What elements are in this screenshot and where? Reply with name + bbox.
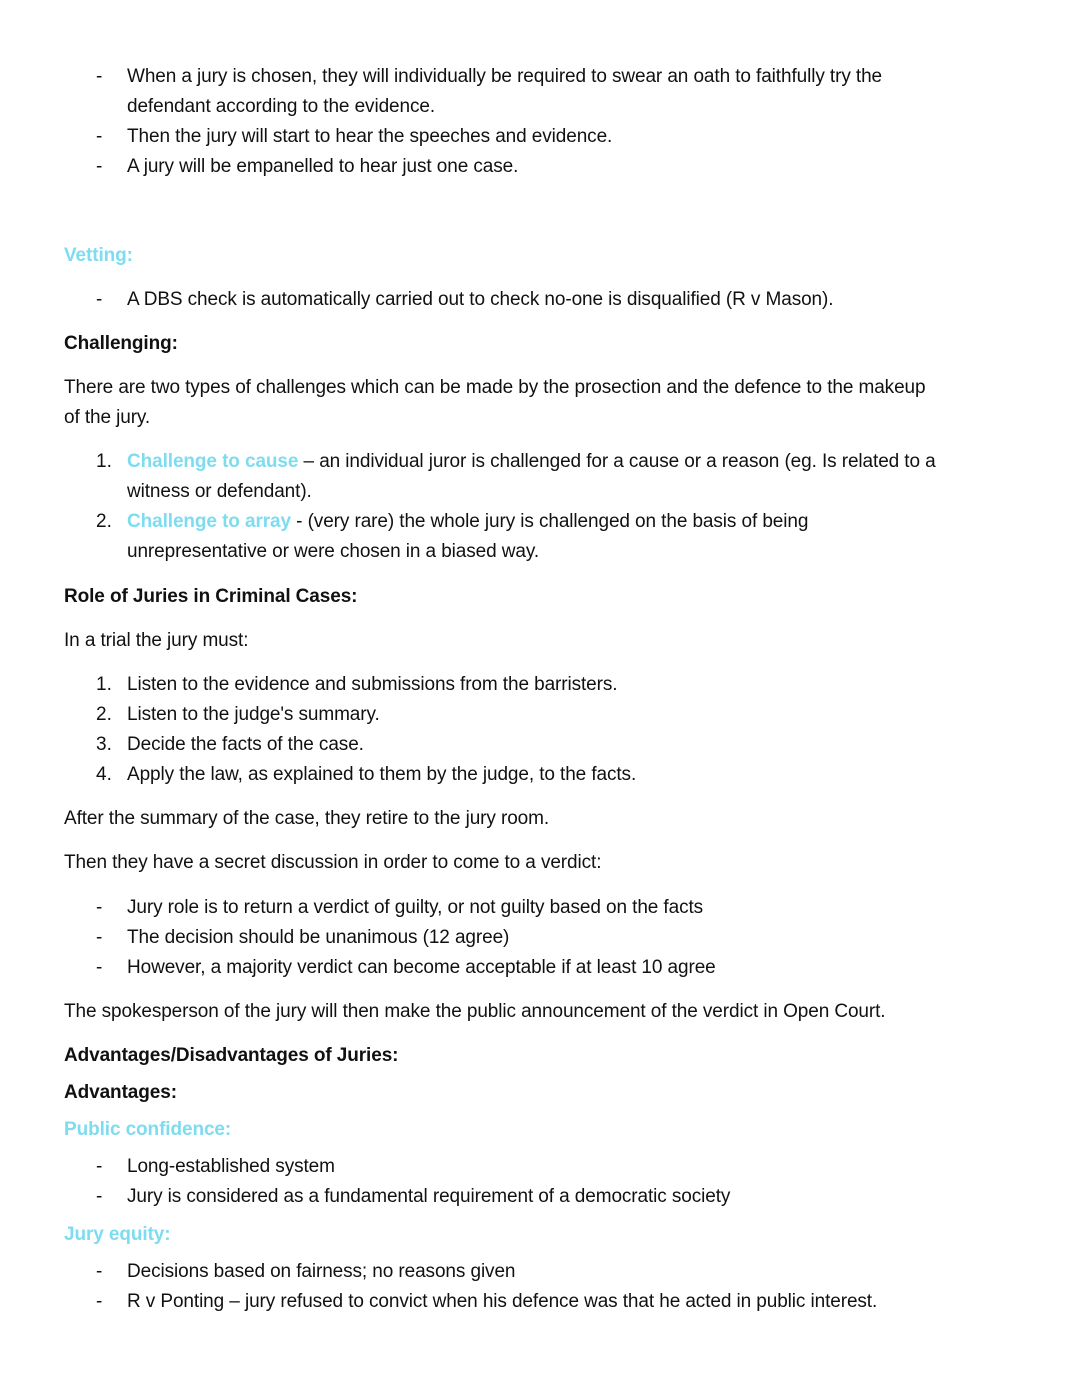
list-item <box>127 510 808 534</box>
list-number: 4. <box>96 764 112 785</box>
list-item-continuation: unrepresentative or were chosen in a biased way. <box>127 541 540 562</box>
list-dash: - <box>96 1291 103 1312</box>
role-intro: In a trial the jury must: <box>64 630 249 651</box>
list-dash: - <box>96 957 103 978</box>
list-item: Long-established system <box>127 1156 335 1177</box>
list-dash: - <box>96 897 103 918</box>
list-item-continuation: defendant according to the evidence. <box>127 96 436 117</box>
list-dash: - <box>96 1261 103 1282</box>
list-item: Then the jury will start to hear the speeches and evidence. <box>127 126 613 147</box>
role-heading: Role of Juries in Criminal Cases: <box>64 586 358 607</box>
list-item: A DBS check is automatically carried out to check no-one is disqualified (R v Mason). <box>127 289 834 310</box>
list-number: 1. <box>96 451 112 472</box>
list-dash: - <box>96 66 103 87</box>
adv-disadv-heading: Advantages/Disadvantages of Juries: <box>64 1045 399 1066</box>
list-dash: - <box>96 927 103 948</box>
list-item-continuation: witness or defendant). <box>127 481 312 502</box>
list-item: Listen to the evidence and submissions from the barristers. <box>127 674 618 695</box>
list-dash: - <box>96 289 103 310</box>
jury-equity-heading: Jury equity: <box>64 1224 171 1245</box>
list-number: 3. <box>96 734 112 755</box>
list-number: 2. <box>96 704 112 725</box>
advantages-heading: Advantages: <box>64 1082 177 1103</box>
list-item: Apply the law, as explained to them by the judge, to the facts. <box>127 764 637 785</box>
challenging-intro-continuation: of the jury. <box>64 407 151 428</box>
list-dash: - <box>96 1186 103 1207</box>
list-number: 2. <box>96 511 112 532</box>
list-item: R v Ponting – jury refused to convict when his defence was that he acted in public interest. <box>127 1291 878 1312</box>
secret-discussion-text: Then they have a secret discussion in order to come to a verdict: <box>64 852 602 873</box>
list-item <box>127 450 936 474</box>
list-dash: - <box>96 1156 103 1177</box>
challenging-intro: There are two types of challenges which can be made by the prosection and the defence to the makeup <box>64 377 926 398</box>
list-item: A jury will be empanelled to hear just one case. <box>127 156 519 177</box>
list-dash: - <box>96 156 103 177</box>
list-number: 1. <box>96 674 112 695</box>
vetting-heading: Vetting: <box>64 245 133 266</box>
term-challenge-to-cause: Challenge to cause <box>127 451 299 472</box>
list-item: Listen to the judge's summary. <box>127 704 380 725</box>
list-item: Jury is considered as a fundamental requirement of a democratic society <box>127 1186 731 1207</box>
list-dash: - <box>96 126 103 147</box>
term-challenge-to-array: Challenge to array <box>127 511 291 532</box>
after-summary-text: After the summary of the case, they retire to the jury room. <box>64 808 550 829</box>
list-item: Decisions based on fairness; no reasons given <box>127 1261 516 1282</box>
list-item: When a jury is chosen, they will individually be required to swear an oath to faithfully try the <box>127 66 883 87</box>
list-item: The decision should be unanimous (12 agree) <box>127 927 510 948</box>
list-item: Jury role is to return a verdict of guilty, or not guilty based on the facts <box>127 897 704 918</box>
public-confidence-heading: Public confidence: <box>64 1119 232 1140</box>
announcement-text: The spokesperson of the jury will then make the public announcement of the verdict in Open Court. <box>64 1001 886 1022</box>
term-description: - (very rare) the whole jury is challenged on the basis of being <box>290 511 809 532</box>
list-item: Decide the facts of the case. <box>127 734 364 755</box>
term-description: – an individual juror is challenged for a cause or a reason (eg. Is related to a <box>298 451 936 472</box>
challenging-heading: Challenging: <box>64 333 178 354</box>
list-item: However, a majority verdict can become acceptable if at least 10 agree <box>127 957 716 978</box>
